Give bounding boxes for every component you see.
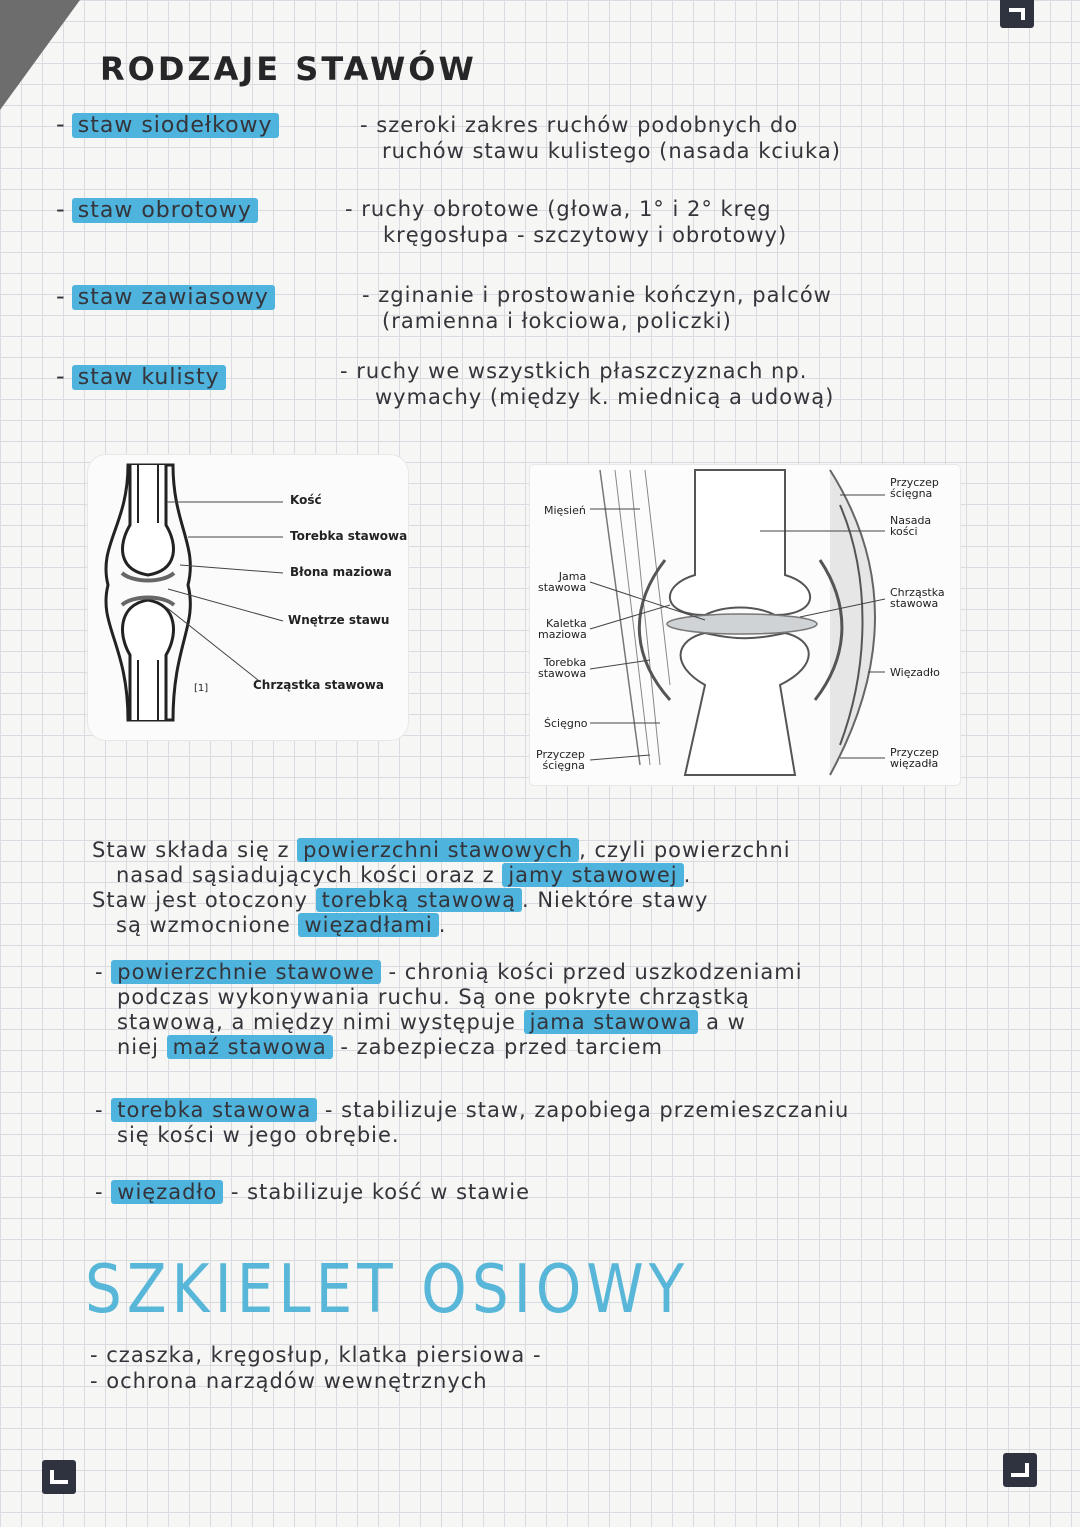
section-title-axial-skeleton: SZKIELET OSIOWY [85,1250,690,1329]
page-title: RODZAJE STAWÓW [100,50,477,88]
detail-surfaces: - powierzchnie stawowe - chronią kości przed uszkodzeniami podczas wykonywania ruchu. Są one pokryte chrząstką stawową, a między nimi występuje jama stawowa a w niej maź stawowa - zabezpiecza przed tarciem [95,960,803,1059]
axial-item-2: - ochrona narządów wewnętrznych [90,1369,488,1393]
joint-diagram-simple [88,455,408,740]
label-joint-capsule: Torebka stawowa [290,529,408,543]
joint-term: staw siodełkowy [72,113,279,138]
label-muscle: Mięsień [544,504,586,517]
joint-diagram-detailed [530,465,960,785]
axial-skeleton-list [90,1342,542,1394]
label-synovial-membrane: Błona maziowa [290,565,392,579]
axial-item-1: - czaszka, kręgosłup, klatka piersiowa - [90,1343,542,1367]
detail-ligament: - więzadło - stabilizuje kość w stawie [95,1180,531,1204]
joint-item-3: - staw zawiasowy [56,282,275,310]
joint-item-1: - staw siodełkowy [56,110,279,138]
label-tendon-attachment: Przyczep ścięgna [536,748,585,772]
label-bone: Kość [290,493,322,507]
label-tendon-attachment-right: Przyczep ścięgna [890,476,939,500]
detail-capsule: - torebka stawowa - stabilizuje staw, zapobiega przemieszczaniu się kości w jego obrębie. [95,1098,850,1147]
joint-term: staw kulisty [72,365,226,390]
corner-tab-bottom-left [42,1460,76,1494]
label-capsule: Torebka stawowa [538,656,587,680]
corner-tab-top-right [1000,0,1034,28]
label-joint-interior: Wnętrze stawu [288,613,390,627]
label-ligament-attachment: Przyczep więzadła [890,746,939,770]
joint-term: staw zawiasowy [72,285,275,310]
figure-ref: [1] [194,683,209,694]
joint-desc-3: - zginanie i prostowanie kończyn, palców (ramienna i łokciowa, policzki) [362,283,832,333]
joint-desc-2: - ruchy obrotowe (głowa, 1° i 2° kręg kręgosłupa - szczytowy i obrotowy) [345,197,788,247]
joint-desc-4: - ruchy we wszystkich płaszczyznach np. wymachy (między k. miednicą a udową) [340,359,835,409]
label-joint-cavity: Jama stawowa [538,570,587,594]
page-corner-fold [0,0,80,110]
intro-paragraph: Staw składa się z powierzchni stawowych , czyli powierzchni nasad sąsiadujących kości oraz z jamy stawowej . Staw jest otoczony torebką stawową . Niektóre stawy są wzmocnione więzadłami . [92,838,791,937]
label-articular-cartilage: Chrząstka stawowa [890,586,945,610]
label-ligament: Więzadło [890,666,940,679]
joint-term: staw obrotowy [72,198,258,223]
joint-desc-1: - szeroki zakres ruchów podobnych do ruchów stawu kulistego (nasada kciuka) [360,113,841,163]
label-bursa: Kaletka maziowa [538,617,587,641]
knee-joint-illustration [530,465,960,785]
label-cartilage: Chrząstka stawowa [253,678,384,692]
joint-item-4: - staw kulisty [56,362,226,390]
corner-tab-bottom-right [1003,1453,1037,1487]
joint-item-2: - staw obrotowy [56,195,258,223]
label-bone-epiphysis: Nasada kości [890,514,932,538]
joint-illustration [88,455,408,740]
label-tendon: Ścięgno [544,717,588,730]
